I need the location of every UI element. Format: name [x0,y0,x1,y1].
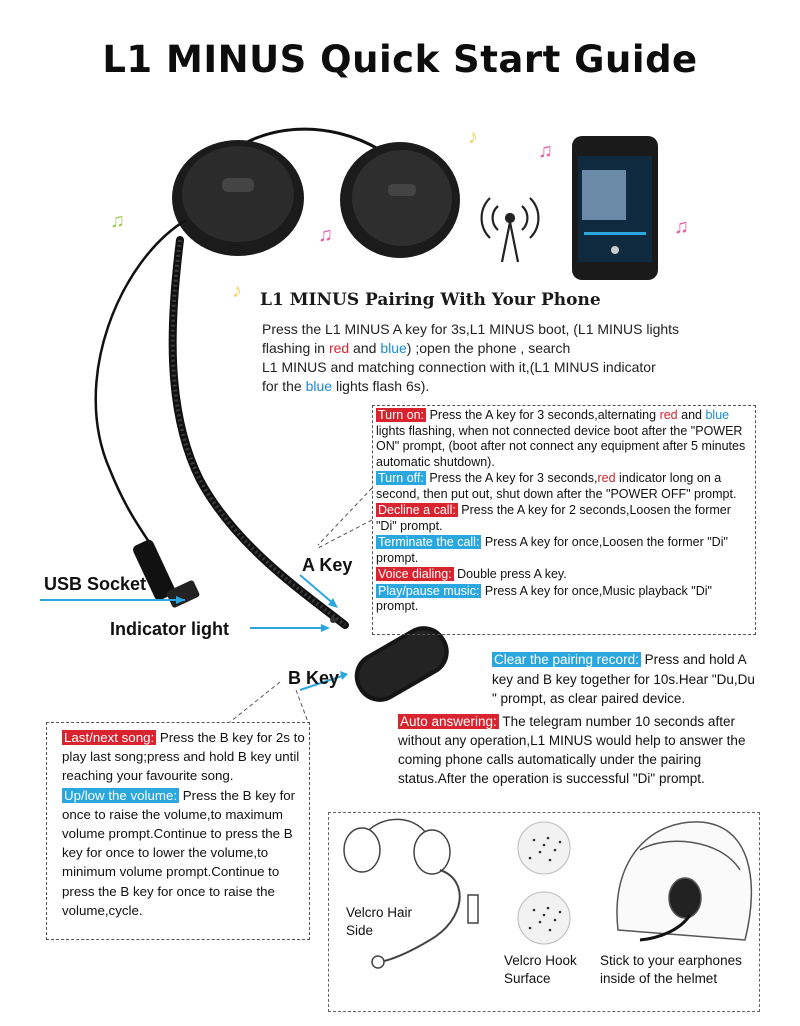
music-note-icon: ♫ [674,216,689,238]
play-pause-item: Play/pause music: Press A key for once,Music playback "Di" prompt. [376,583,712,613]
voice-dialing-item: Voice dialing: Double press A key. [378,567,567,581]
usb-socket-label: USB Socket [44,574,147,594]
auto-answer-info: Auto answering: The telegram number 10 seconds after without any operation,L1 MINUS would help to answer the coming phone calls automatically under the pairing status.After the operation is successful "Di" prompt. [398,714,746,786]
b-key-label: B Key [288,668,340,688]
turn-off-item: Turn off: Press the A key for 3 seconds,red indicator long on a second, then put out, shut down after the "POWER OFF" prompt. [376,471,737,501]
music-note-icon: ♪ [232,280,242,302]
clear-pairing-info: Clear the pairing record: Press and hold A key and B key together for 10s.Hear "Du,Du " prompt, as clear paired device. [492,652,755,706]
a-key-functions [376,408,754,616]
decline-call-item: Decline a call: Press the A key for 2 seconds,Loosen the former "Di" prompt. [376,503,731,533]
volume-item: Up/low the volume: Press the B key for once to raise the volume,to maximum volume prompt.Continue to press the B key for once to lower the volume,to minimum volume prompt.Continue to press the B key for once to raise the volume,cycle. [62,787,296,918]
terminate-call-item: Terminate the call: Press A key for once,Loosen the former "Di" prompt. [376,535,728,565]
page-title: L1 MINUS Quick Start Guide [102,38,698,81]
turn-on-item: Turn on: Press the A key for 3 seconds,alternating red and blue lights flashing, when not connected device boot after the "POWER ON" prompt, (boot after not connect any equipment after 5 minutes automatic shutdown). [376,408,746,469]
music-note-icon: ♫ [110,210,125,232]
music-note-icon: ♪ [468,126,478,148]
velcro-hair-caption: Velcro Hair Side [346,905,413,938]
a-key-label: A Key [302,555,353,575]
b-key-functions [62,728,306,920]
wireless-signal-icon [482,198,539,262]
phone-illustration [572,136,658,280]
music-note-icon: ♫ [538,140,553,162]
music-note-icon: ♫ [318,224,333,246]
helmet-caption: Stick to your earphones inside of the helmet [600,953,742,986]
last-next-song-item: Last/next song: Press the B key for 2s to play last song;press and hold B key until reaching your favourite song. [62,730,305,784]
velcro-hook-caption: Velcro Hook Surface [504,953,577,986]
pairing-heading: L1 MINUS Pairing With Your Phone [260,290,601,310]
indicator-light-label: Indicator light [110,619,229,639]
pairing-instructions: Press the L1 MINUS A key for 3s,L1 MINUS boot, (L1 MINUS lights flashing in red and blue) ;open the phone , search L1 MINUS and matching connection with it,(L1 MINUS indicator for the blue lights flash 6s). [262,321,680,394]
